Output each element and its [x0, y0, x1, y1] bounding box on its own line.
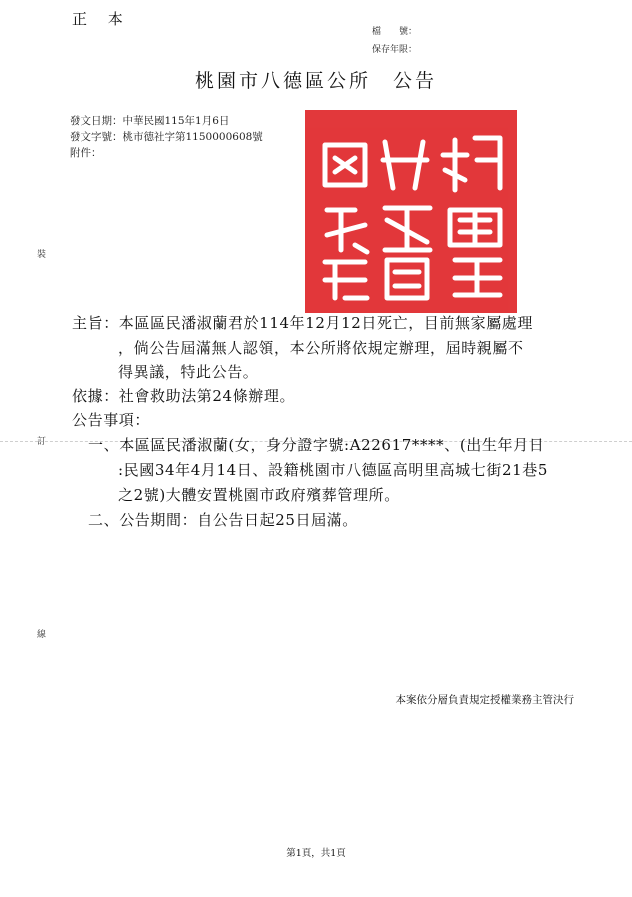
- item-1-line-3: 之2號)大體安置桃園市政府殯葬管理所。: [118, 486, 400, 504]
- issue-number: 發文字號：桃市德社字第1150000608號: [70, 131, 263, 143]
- item-1-line-1: 一、本區區民潘淑蘭(女，身分證字號:A22617****、(出生年月日: [88, 436, 545, 454]
- subject-line-3: 得異議，特此公告。: [118, 363, 259, 381]
- binding-mark-1: 裝: [37, 250, 47, 260]
- subject-line-1: 主旨：本區區民潘淑蘭君於114年12月12日死亡，目前無家屬處理: [72, 314, 534, 332]
- retention-period-label: 保存年限：: [372, 45, 418, 55]
- page-footer: 第1頁，共1頁: [286, 848, 346, 859]
- seal-glyphs-icon: [305, 110, 517, 313]
- item-2-line: 二、公告期間：自公告日起25日屆滿。: [88, 511, 358, 529]
- items-heading: 公告事項：: [72, 411, 151, 429]
- binding-mark-2: 訂: [37, 437, 47, 447]
- document-title: 桃園市八德區公所 公告: [194, 70, 437, 92]
- binding-mark-3: 線: [37, 630, 47, 640]
- issue-date: 發文日期：中華民國115年1月6日: [70, 115, 230, 127]
- subject-line-2: ，倘公告屆滿無人認領，本公所將依規定辦理，屆時親屬不: [118, 339, 524, 357]
- basis-line: 依據：社會救助法第24條辦理。: [72, 387, 296, 405]
- official-seal: [305, 110, 517, 313]
- approval-note: 本案依分層負責規定授權業務主管決行: [395, 694, 574, 706]
- attachment-label: 附件：: [70, 147, 102, 159]
- copy-mark: 正 本: [72, 10, 131, 28]
- file-number-label: 檔 號：: [372, 27, 418, 37]
- item-1-line-2: :民國34年4月14日、設籍桃園市八德區高明里高城七街21巷5: [118, 461, 549, 479]
